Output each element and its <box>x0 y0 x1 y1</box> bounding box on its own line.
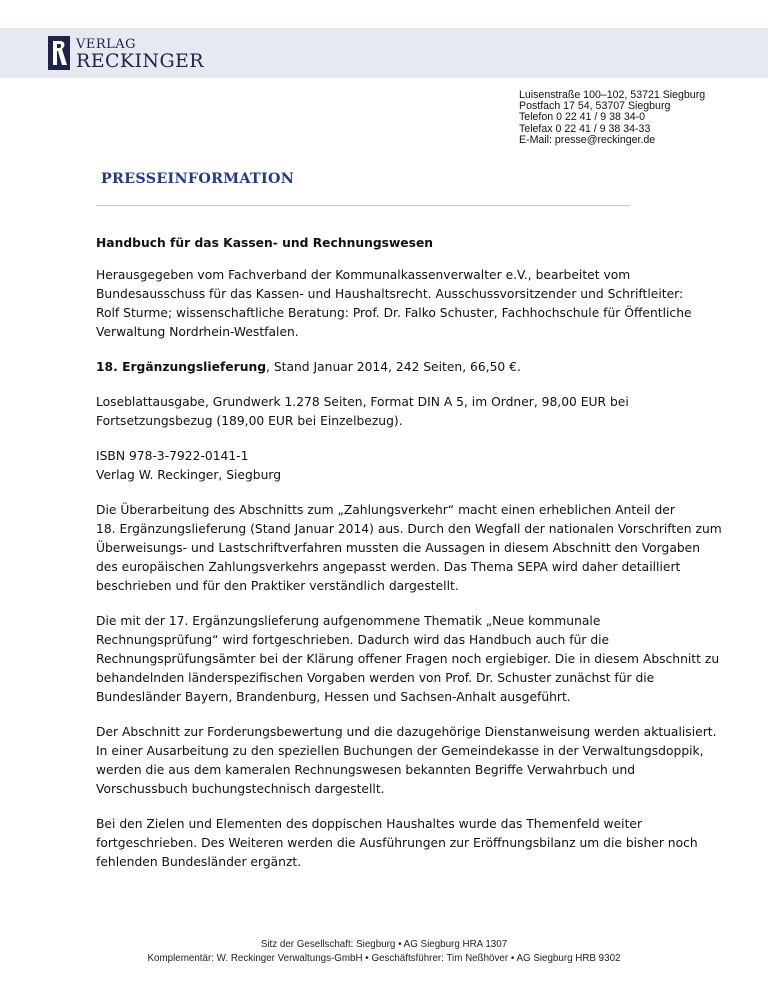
address-line: Luisenstraße 100–102, 53721 Siegburg <box>519 89 706 101</box>
address-line: Telefax 0 22 41 / 9 38 34-33 <box>519 122 651 135</box>
intro-paragraph: Herausgegeben vom Fachverband der Kommunalkassenverwalter e.V., bearbeitet vom Bundesausschuss für das Kassen- und Haushaltsrecht. Ausschussvorsitzender und Schriftleiter: Rolf Sturme; wissenschaftliche Beratung: Prof. Dr. Falko Schuster, Fachhochschule für Öffentliche Verwaltung Nordrhein-Westfalen. <box>96 268 692 339</box>
book-title: Handbuch für das Kassen- und Rechnungswesen <box>96 236 434 250</box>
address-line: Telefon 0 22 41 / 9 38 34-0 <box>519 111 646 124</box>
supplement-details: , Stand Januar 2014, 242 Seiten, 66,50 €. <box>266 360 521 374</box>
document-body <box>96 234 736 872</box>
press-release-heading: PRESSEINFORMATION <box>101 171 295 187</box>
edition-info: Loseblattausgabe, Grundwerk 1.278 Seiten, Format DIN A 5, im Ordner, 98,00 EUR bei Fortsetzungsbezug (189,00 EUR bei Einzelbezug). <box>96 395 629 428</box>
paragraph-forderungsbewertung: Der Abschnitt zur Forderungsbewertung und die dazugehörige Dienstanweisung werden aktualisiert. In einer Ausarbeitung zu den speziellen Buchungen der Gemeindekasse in der Verwaltungsdoppik, werden die aus dem kameralen Rechnungswesen bekannten Begriffe Verwahrbuch und Vorschussbuch buchungstechnisch dargestellt. <box>96 725 717 796</box>
paragraph-rechnungspruefung: Die mit der 17. Ergänzungslieferung aufgenommene Thematik „Neue kommunale Rechnungsprüfung“ wird fortgeschrieben. Dadurch wird das Handbuch auch für die Rechnungsprüfungsämter bei der Klärung offener Fragen noch ergiebiger. Die in diesem Abschnitt zu behandelnden länderspezifischen Vorgaben werden von Prof. Dr. Schuster zunächst für die Bundesländer Bayern, Brandenburg, Hessen und Sachsen-Anhalt ausgeführt. <box>96 614 720 704</box>
supplement-label: 18. Ergänzungslieferung <box>96 360 267 374</box>
footer-line-company: Sitz der Gesellschaft: Siegburg • AG Siegburg HRA 1307 <box>260 939 508 950</box>
heading-divider <box>96 205 630 206</box>
footer-line-management: Komplementär: W. Reckinger Verwaltungs-GmbH • Geschäftsführer: Tim Neßhöver • AG Siegburg HRB 9302 <box>147 953 621 964</box>
isbn-info: ISBN 978-3-7922-0141-1 Verlag W. Reckinger, Siegburg <box>96 449 282 482</box>
paragraph-haushalt: Bei den Zielen und Elementen des doppischen Haushaltes wurde das Themenfeld weiter fortgeschrieben. Des Weiteren werden die Ausführungen zur Eröffnungsbilanz um die bisher noch fehlenden Bundesländer ergänzt. <box>96 817 698 869</box>
address-line: Postfach 17 54, 53707 Siegburg <box>519 100 671 113</box>
supplement-info <box>96 358 736 377</box>
page-footer <box>0 938 768 966</box>
paragraph-zahlungsverkehr: Die Überarbeitung des Abschnitts zum „Zahlungsverkehr“ macht einen erheblichen Anteil der 18. Ergänzungslieferung (Stand Januar 2014) aus. Durch den Wegfall der nationalen Vorschriften zum Überweisungs- und Lastschriftverfahren mussten die Aussagen in diesem Abschnitt den Vorgaben des europäischen Zahlungsverkehrs angepasst werden. Das Thema SEPA wird daher detailliert beschrieben und für den Praktiker verständlich dargestellt. <box>96 503 722 593</box>
logo-text-verlag: VERLAG <box>76 37 137 52</box>
address-line: E-Mail: presse@reckinger.de <box>519 133 656 146</box>
logo-r-mark-icon <box>48 36 70 70</box>
publisher-address <box>519 90 705 146</box>
logo-text-reckinger: RECKINGER <box>76 50 204 72</box>
